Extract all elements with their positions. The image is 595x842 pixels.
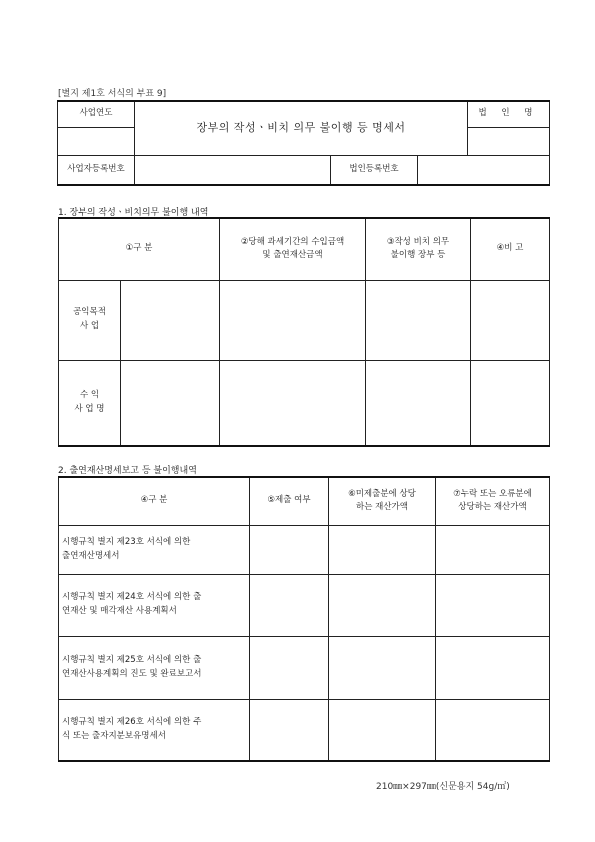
s2-row2-label	[59, 574, 250, 636]
s2-row1-label	[59, 525, 250, 574]
s2-row3-line1: 시행규칙 별지 제25호 서식에 의한 출	[62, 654, 202, 665]
s1-row-profit-label	[59, 360, 121, 446]
s1-row1-remarks[interactable]	[471, 280, 550, 360]
s2-row2-line2: 연재산 및 매각재산 사용계획서	[62, 606, 177, 616]
corp-name-label: 법 인 명	[468, 101, 550, 127]
section1-title: 1. 장부의 작성ㆍ비치의무 불이행 내역	[58, 208, 209, 218]
s1-col-ledger	[366, 218, 471, 280]
s2-row4-omission[interactable]	[436, 699, 550, 761]
s1-col-category: ①구 분	[59, 218, 220, 280]
s1-row-public-line1: 공익목적	[73, 307, 106, 318]
s1-row2-revenue[interactable]	[220, 360, 366, 446]
s1-row-public-label	[59, 280, 121, 360]
s2-col4-line2: 상당하는 재산가액	[458, 502, 527, 513]
s1-col-revenue-line1: ②당해 과세기간의 수입금액	[240, 236, 345, 247]
s1-row1-name[interactable]	[121, 280, 220, 360]
form-tag: [별지 제1호 서식의 부표 9]	[58, 89, 167, 99]
corp-reg-value[interactable]	[418, 155, 550, 185]
s2-col-unsubmitted-value	[329, 477, 436, 525]
s2-col-submitted: ⑤제출 여부	[250, 477, 329, 525]
business-year-label: 사업연도	[58, 101, 135, 127]
s2-row3-submitted[interactable]	[250, 636, 329, 699]
biz-reg-value[interactable]	[135, 155, 331, 185]
s2-col4-line1: ⑦누락 또는 오류분에	[453, 488, 532, 499]
s1-row-profit-line1: 수 익	[79, 390, 100, 401]
s1-col-revenue-line2: 및 출연재산금액	[262, 250, 323, 261]
s1-row1-ledger[interactable]	[366, 280, 471, 360]
s1-row-profit-line2: 사 업 명	[74, 403, 105, 414]
s1-col-revenue	[220, 218, 366, 280]
s2-row1-submitted[interactable]	[250, 525, 329, 574]
s2-row3-label	[59, 636, 250, 699]
s2-row2-submitted[interactable]	[250, 574, 329, 636]
s1-col-remarks: ④비 고	[471, 218, 550, 280]
s2-col3-line1: ⑥미제출분에 상당	[348, 488, 416, 499]
s2-col3-line2: 하는 재산가액	[356, 502, 408, 513]
biz-reg-label: 사업자등록번호	[58, 155, 135, 185]
s2-row4-submitted[interactable]	[250, 699, 329, 761]
header-table	[57, 100, 550, 186]
s2-row4-line2: 식 또는 출자지분보유명세서	[62, 730, 166, 741]
s2-row4-label	[59, 699, 250, 761]
s2-row2-unsubmitted[interactable]	[329, 574, 436, 636]
s2-row3-line2: 연재산사용계획의 진도 및 완료보고서	[62, 668, 202, 679]
s1-row2-remarks[interactable]	[471, 360, 550, 446]
s2-row2-line1: 시행규칙 별지 제24호 서식에 의한 출	[62, 592, 202, 603]
s1-row1-revenue[interactable]	[220, 280, 366, 360]
s2-row4-line1: 시행규칙 별지 제26호 서식에 의한 주	[62, 717, 202, 728]
paper-size-footer: 210㎜×297㎜(신문용지 54g/㎡)	[376, 782, 510, 792]
s2-row1-unsubmitted[interactable]	[329, 525, 436, 574]
s2-col-omission-value	[436, 477, 550, 525]
s2-row3-unsubmitted[interactable]	[329, 636, 436, 699]
document-title: 장부의 작성ㆍ비치 의무 불이행 등 명세서	[135, 101, 468, 155]
corp-name-value[interactable]	[468, 127, 550, 155]
s1-row2-ledger[interactable]	[366, 360, 471, 446]
section1-table	[58, 217, 550, 447]
corp-reg-label: 법인등록번호	[331, 155, 418, 185]
s1-row2-name[interactable]	[121, 360, 220, 446]
s1-row-public-line2: 사 업	[79, 321, 100, 331]
s2-row2-omission[interactable]	[436, 574, 550, 636]
s2-row1-omission[interactable]	[436, 525, 550, 574]
section2-table	[58, 476, 550, 762]
section2-title: 2. 출연재산명세보고 등 불이행내역	[58, 466, 197, 476]
s1-col-ledger-line2: 불이행 장부 등	[390, 250, 446, 261]
s2-col-category: ④구 분	[59, 477, 250, 525]
s2-row1-line1: 시행규칙 별지 제23호 서식에 의한	[62, 536, 191, 547]
s2-row4-unsubmitted[interactable]	[329, 699, 436, 761]
s2-row3-omission[interactable]	[436, 636, 550, 699]
s2-row1-line2: 출연재산명세서	[62, 550, 120, 561]
s1-col-ledger-line1: ③작성 비치 의무	[386, 236, 450, 247]
business-year-value[interactable]	[58, 127, 135, 155]
